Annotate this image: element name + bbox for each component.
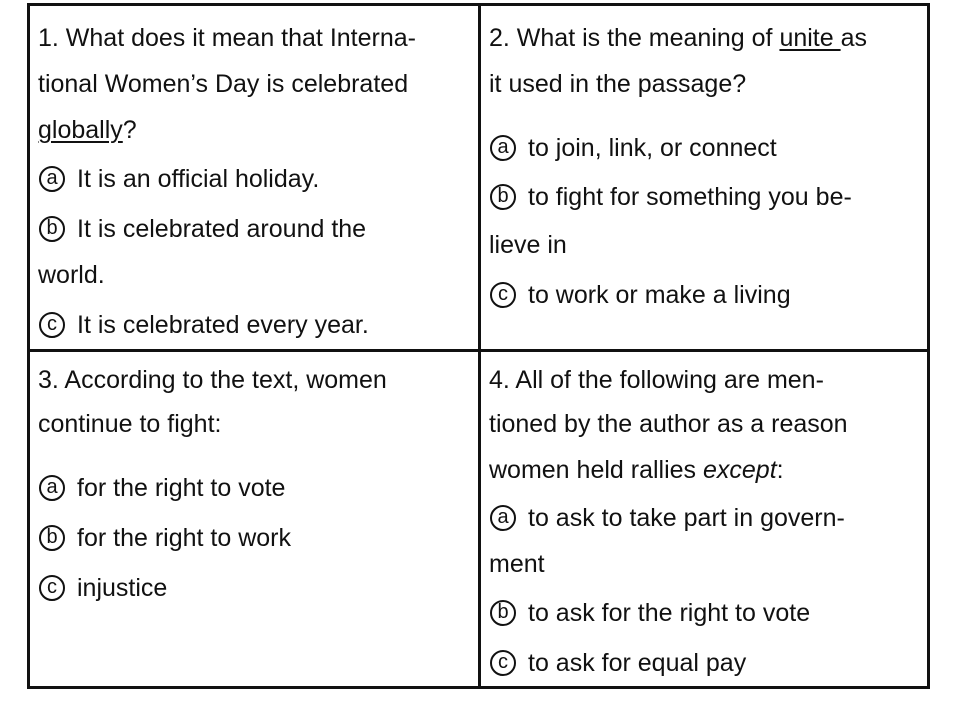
circled-b-icon: b — [39, 216, 65, 242]
q1-option-a[interactable] — [38, 164, 319, 194]
question-2-cell — [481, 6, 927, 352]
q3-stem-line-2: continue to fight: — [38, 410, 222, 438]
q1-option-b-text: It is celebrated around the — [77, 215, 367, 243]
circled-b-icon: b — [490, 184, 516, 210]
q1-option-a-text: It is an official holiday. — [77, 165, 320, 193]
q2-stem-cont: as — [840, 24, 868, 52]
q4-option-b-text: to ask for the right to vote — [528, 599, 811, 627]
q2-option-c-text: to work or make a living — [528, 281, 791, 309]
q4-stem-line-3 — [489, 455, 784, 485]
q3-option-a[interactable] — [38, 473, 285, 503]
q4-option-a-continued: ment — [489, 550, 545, 578]
circled-a-icon: a — [39, 475, 65, 501]
q4-stem-end: : — [776, 456, 784, 484]
q1-stem-line-3 — [38, 115, 137, 145]
q2-option-a[interactable] — [489, 133, 777, 163]
q4-stem-line-1: 4. All of the following are men- — [489, 366, 824, 394]
q3-option-b[interactable] — [38, 523, 291, 553]
q4-option-a-text: to ask to take part in govern- — [528, 504, 845, 532]
q4-option-b[interactable] — [489, 598, 810, 628]
circled-a-icon: a — [490, 135, 516, 161]
q1-option-c[interactable] — [38, 310, 369, 340]
q1-option-b-continued: world. — [38, 261, 105, 289]
q3-option-c-text: injustice — [77, 574, 168, 602]
circled-c-icon: c — [490, 650, 516, 676]
q1-keyword-globally: globally — [38, 116, 123, 144]
q4-option-a[interactable] — [489, 503, 845, 533]
q2-stem-start: 2. What is the meaning of — [489, 24, 780, 52]
q3-option-c[interactable] — [38, 573, 167, 603]
circled-c-icon: c — [39, 575, 65, 601]
question-4-cell — [481, 352, 927, 686]
q2-option-c[interactable] — [489, 280, 791, 310]
circled-c-icon: c — [490, 282, 516, 308]
q1-option-b[interactable] — [38, 214, 366, 244]
q1-stem-end: ? — [122, 116, 137, 144]
question-grid — [27, 3, 930, 689]
q2-option-b[interactable] — [489, 182, 852, 212]
circled-b-icon: b — [39, 525, 65, 551]
q2-option-b-text: to fight for something you be- — [528, 183, 852, 211]
q3-option-b-text: for the right to work — [77, 524, 291, 552]
q3-option-a-text: for the right to vote — [77, 474, 286, 502]
circled-b-icon: b — [490, 600, 516, 626]
circled-c-icon: c — [39, 312, 65, 338]
q2-keyword-unite: unite — [779, 24, 841, 52]
circled-a-icon: a — [490, 505, 516, 531]
q1-stem-line-2: tional Women’s Day is celebrated — [38, 70, 409, 98]
q2-stem-line-2: it used in the passage? — [489, 70, 747, 98]
q4-stem-line-2: tioned by the author as a reason — [489, 410, 848, 438]
q2-stem-line-1 — [489, 23, 867, 53]
circled-a-icon: a — [39, 166, 65, 192]
question-1-cell — [30, 6, 481, 352]
q4-keyword-except: except — [703, 456, 777, 484]
q1-stem-line-1: 1. What does it mean that Interna- — [38, 24, 416, 52]
q4-stem-start: women held rallies — [489, 456, 703, 484]
q4-option-c-text: to ask for equal pay — [528, 649, 747, 677]
q2-option-b-continued: lieve in — [489, 231, 567, 259]
q2-option-a-text: to join, link, or connect — [528, 134, 777, 162]
q1-option-c-text: It is celebrated every year. — [77, 311, 369, 339]
q3-stem-line-1: 3. According to the text, women — [38, 366, 387, 394]
question-3-cell — [30, 352, 481, 686]
q4-option-c[interactable] — [489, 648, 746, 678]
